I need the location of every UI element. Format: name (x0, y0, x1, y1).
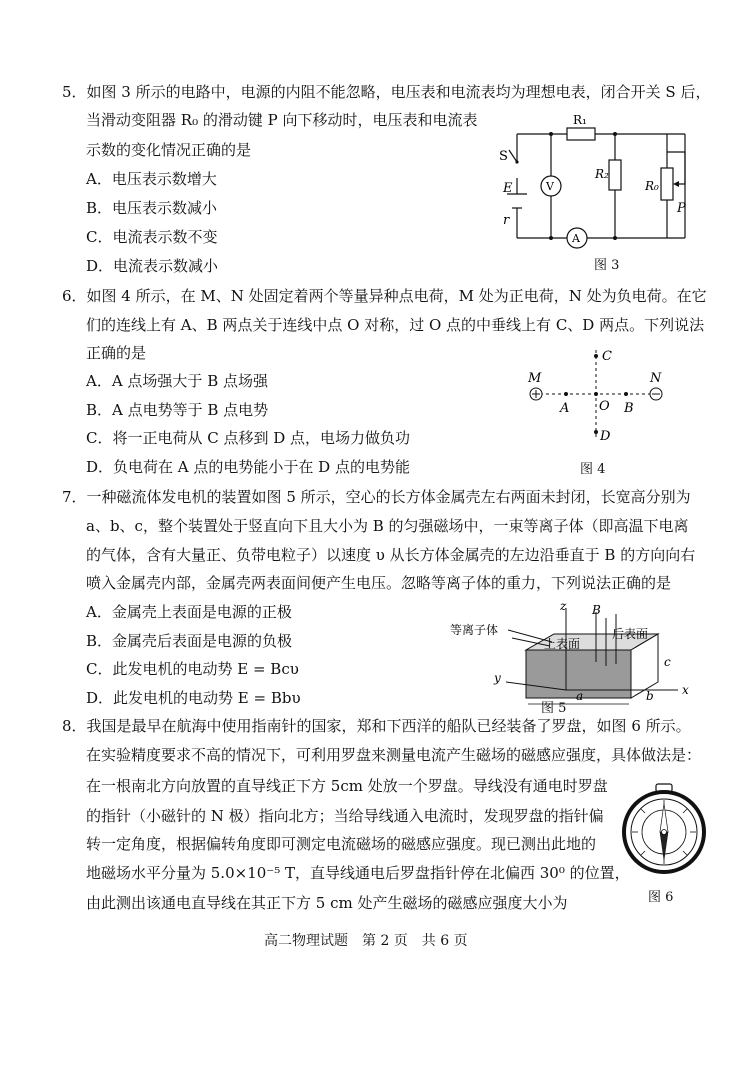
q8-line-7: 由此测出该通电直导线在其正下方 5 cm 处产生磁场的磁感应强度大小为 (86, 894, 568, 912)
q7-line-3: 的气体，含有大量正、负带电粒子）以速度 υ 从长方体金属壳的左边沿垂直于 B 的方向向右 (86, 546, 696, 564)
voltmeter-v-label: V (546, 180, 554, 193)
label-a: A (560, 401, 570, 416)
q6-option-c: C．将一正电荷从 C 点移到 D 点，电场力做负功 (86, 429, 411, 447)
page-footer: 高二物理试题 第 2 页 共 6 页 (264, 933, 468, 949)
label-plasma: 等离子体 (450, 623, 499, 637)
q6-line-3: 正确的是 (86, 344, 147, 362)
q5-line-2: 当滑动变阻器 R₀ 的滑动键 P 向下移动时，电压表和电流表 (86, 111, 478, 129)
figure-5-caption: 图 5 (541, 701, 567, 716)
label-a-dim: a (576, 689, 584, 703)
figure-3-caption: 图 3 (594, 258, 620, 273)
label-r1: R₁ (573, 113, 587, 127)
q5-option-c: C．电流表示数不变 (86, 228, 218, 246)
q5-option-a: A．电压表示数增大 (86, 170, 217, 188)
label-o: O (599, 399, 610, 414)
q8-line-5: 转一定角度，根据偏转角度即可测定电流磁场的磁感应强度。现已测出此地的 (86, 835, 597, 853)
figure-4-caption: 图 4 (580, 462, 606, 477)
q8-line-2: 在实验精度要求不高的情况下，可利用罗盘来测量电流产生磁场的磁感应强度，具体做法是： (86, 746, 702, 764)
q7-option-d: D．此发电机的电动势 E = Bbυ (86, 689, 301, 707)
q8-line-1: 8．我国是最早在航海中使用指南针的国家，郑和下西洋的船队已经装备了罗盘，如图 6 所示。 (62, 717, 691, 735)
label-x-axis: x (682, 683, 689, 697)
figure-3-circuit (495, 112, 705, 272)
q5-line-3: 示数的变化情况正确的是 (86, 141, 252, 159)
label-n: N (650, 371, 662, 386)
figure-4-charges (520, 344, 670, 454)
label-top-surface: 上表面 (544, 637, 581, 651)
q5-option-b: B．电压表示数减小 (86, 199, 218, 217)
q7-line-2: a、b、c，整个装置处于竖直向下且大小为 B 的匀强磁场中，一束等离子体（即高温下电离 (86, 517, 689, 535)
label-z-axis: z (560, 600, 567, 613)
q7-option-a: A．金属壳上表面是电源的正极 (86, 603, 292, 621)
q6-line-1: 6．如图 4 所示，在 M、N 处固定着两个等量异种点电荷，M 处为正电荷，N 处为负电荷。在它 (62, 287, 707, 305)
label-p: P (677, 201, 686, 216)
q8-line-4: 的指针（小磁针的 N 极）指向北方；当给导线通入电流时，发现罗盘的指针偏 (86, 807, 604, 825)
label-r2: R₂ (595, 167, 609, 181)
q6-option-d: D．负电荷在 A 点的电势能小于在 D 点的电势能 (86, 458, 410, 476)
ammeter-a-label: A (572, 232, 580, 245)
label-m: M (528, 371, 542, 386)
label-b-field: B (592, 603, 601, 617)
label-c-dim: c (664, 655, 671, 669)
q7-line-4: 喷入金属壳内部，金属壳两表面间便产生电压。忽略等离子体的重力，下列说法正确的是 (86, 574, 672, 592)
label-b: B (624, 401, 634, 416)
q7-line-1: 7．一种磁流体发电机的装置如图 5 所示，空心的长方体金属壳左右两面未封闭，长宽高分别为 (62, 488, 691, 506)
q6-option-b: B．A 点电势等于 B 点电势 (86, 401, 269, 419)
figure-6-compass (620, 782, 710, 882)
q7-option-c: C．此发电机的电动势 E = Bcυ (86, 660, 299, 678)
label-e: E (503, 181, 513, 196)
q6-line-2: 们的连线上有 A、B 两点关于连线中点 O 对称，过 O 点的中垂线上有 C、D 两点。下列说法 (86, 316, 705, 334)
label-s: S (499, 149, 508, 164)
q5-line-1: 5．如图 3 所示的电路中，电源的内阻不能忽略，电压表和电流表均为理想电表，闭合开关 S 后， (62, 83, 711, 101)
label-d: D (600, 429, 611, 444)
label-r: r (503, 213, 510, 228)
figure-6-caption: 图 6 (648, 890, 674, 905)
q8-line-3: 在一根南北方向放置的直导线正下方 5cm 处放一个罗盘。导线没有通电时罗盘 (86, 777, 608, 795)
label-back-surface: 后表面 (612, 627, 649, 641)
label-r0: R₀ (645, 179, 659, 193)
figure-5-generator (446, 600, 696, 720)
q6-option-a: A．A 点场强大于 B 点场强 (86, 372, 268, 390)
q5-option-d: D．电流表示数减小 (86, 257, 219, 275)
label-b-dim: b (646, 689, 654, 703)
label-y-axis: y (494, 671, 501, 685)
label-c: C (602, 349, 612, 364)
q8-line-6: 地磁场水平分量为 5.0×10⁻⁵ T，直导线通电后罗盘指针停在北偏西 30⁰ 的位置， (86, 864, 630, 882)
q7-option-b: B．金属壳后表面是电源的负极 (86, 632, 293, 650)
